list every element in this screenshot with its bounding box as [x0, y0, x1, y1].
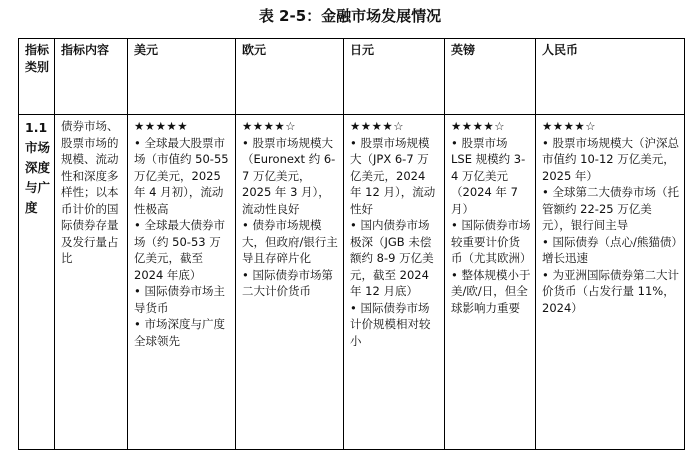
cell-eur	[236, 115, 344, 450]
cell-usd	[128, 115, 236, 450]
header-usd: 美元	[128, 39, 236, 115]
bullet-item: • 国内债券市场极深（JGB 未偿额约 8-9 万亿美元，截至 2024 年 12 月底）	[350, 218, 434, 298]
bullet-item: • 全球最大债券市场（约 50-53 万亿美元，截至 2024 年底）	[134, 218, 225, 282]
header-eur: 欧元	[236, 39, 344, 115]
header-row	[19, 39, 685, 115]
bullet-item: • 国际债券市场主导货币	[134, 284, 225, 315]
bullet-item: • 全球第二大债券市场（托管额约 22-25 万亿美元），银行间主导	[542, 185, 679, 232]
bullet-item: • 债券市场规模大，但政府/银行主导且存碎片化	[242, 218, 338, 265]
bullet-item: • 股票市场规模大（沪深总市值约 10-12 万亿美元，2025 年）	[542, 135, 679, 183]
header-jpy: 日元	[344, 39, 445, 115]
bullet-item: • 整体规模小于美/欧/日，但全球影响力重要	[451, 267, 531, 315]
table-title: 表 2-5：金融市场发展情况	[258, 7, 442, 25]
bullet-item: • 股票市场规模大（JPX 6-7 万亿美元，2024 年 12 月），流动性好	[350, 135, 436, 216]
rating-stars: ★★★★☆	[350, 119, 405, 133]
row-content: 债券市场、股票市场的规模、流动性和深度多样性；以本币计价的国际债券存量及发行量占比	[55, 115, 128, 450]
header-gbp: 英镑	[445, 39, 536, 115]
cell-jpy	[344, 115, 445, 450]
bullet-item: • 股票市场规模大（Euronext 约 6-7 万亿美元，2025 年 3 月），流动性良好	[242, 135, 336, 216]
rating-stars: ★★★★☆	[451, 119, 506, 133]
header-cny: 人民币	[536, 39, 685, 115]
rating-stars: ★★★★☆	[242, 119, 297, 133]
rating-stars: ★★★★★	[134, 119, 189, 133]
cell-gbp	[445, 115, 536, 450]
bullet-item: • 国际债券市场第二大计价货币	[242, 267, 333, 298]
bullet-item: • 国际债券市场较重要计价货币（尤其欧洲）	[451, 218, 532, 265]
bullet-item: • 为亚洲国际债券第二大计价货币（占发行量 11%，2024）	[542, 267, 679, 315]
financial-market-table	[18, 38, 685, 450]
bullet-item: • 国际债券（点心/熊猫债）增长迅速	[542, 234, 678, 265]
rating-stars: ★★★★☆	[542, 119, 597, 133]
bullet-item: • 国际债券市场计价规模相对较小	[350, 300, 431, 348]
bullet-item: • 全球最大股票市场（市值约 50-55 万亿美元，2025 年 4 月初），流动性极高	[134, 135, 229, 216]
cell-cny	[536, 115, 685, 450]
bullet-item: • 市场深度与广度全球领先	[134, 317, 225, 348]
header-category: 指标类别	[19, 39, 55, 115]
header-content: 指标内容	[55, 39, 128, 115]
bullet-item: • 股票市场 LSE 规模约 3-4 万亿美元（2024 年 7 月）	[451, 135, 526, 216]
row-category: 1.1 市场深度与广度	[19, 115, 55, 450]
table-row	[19, 115, 685, 450]
